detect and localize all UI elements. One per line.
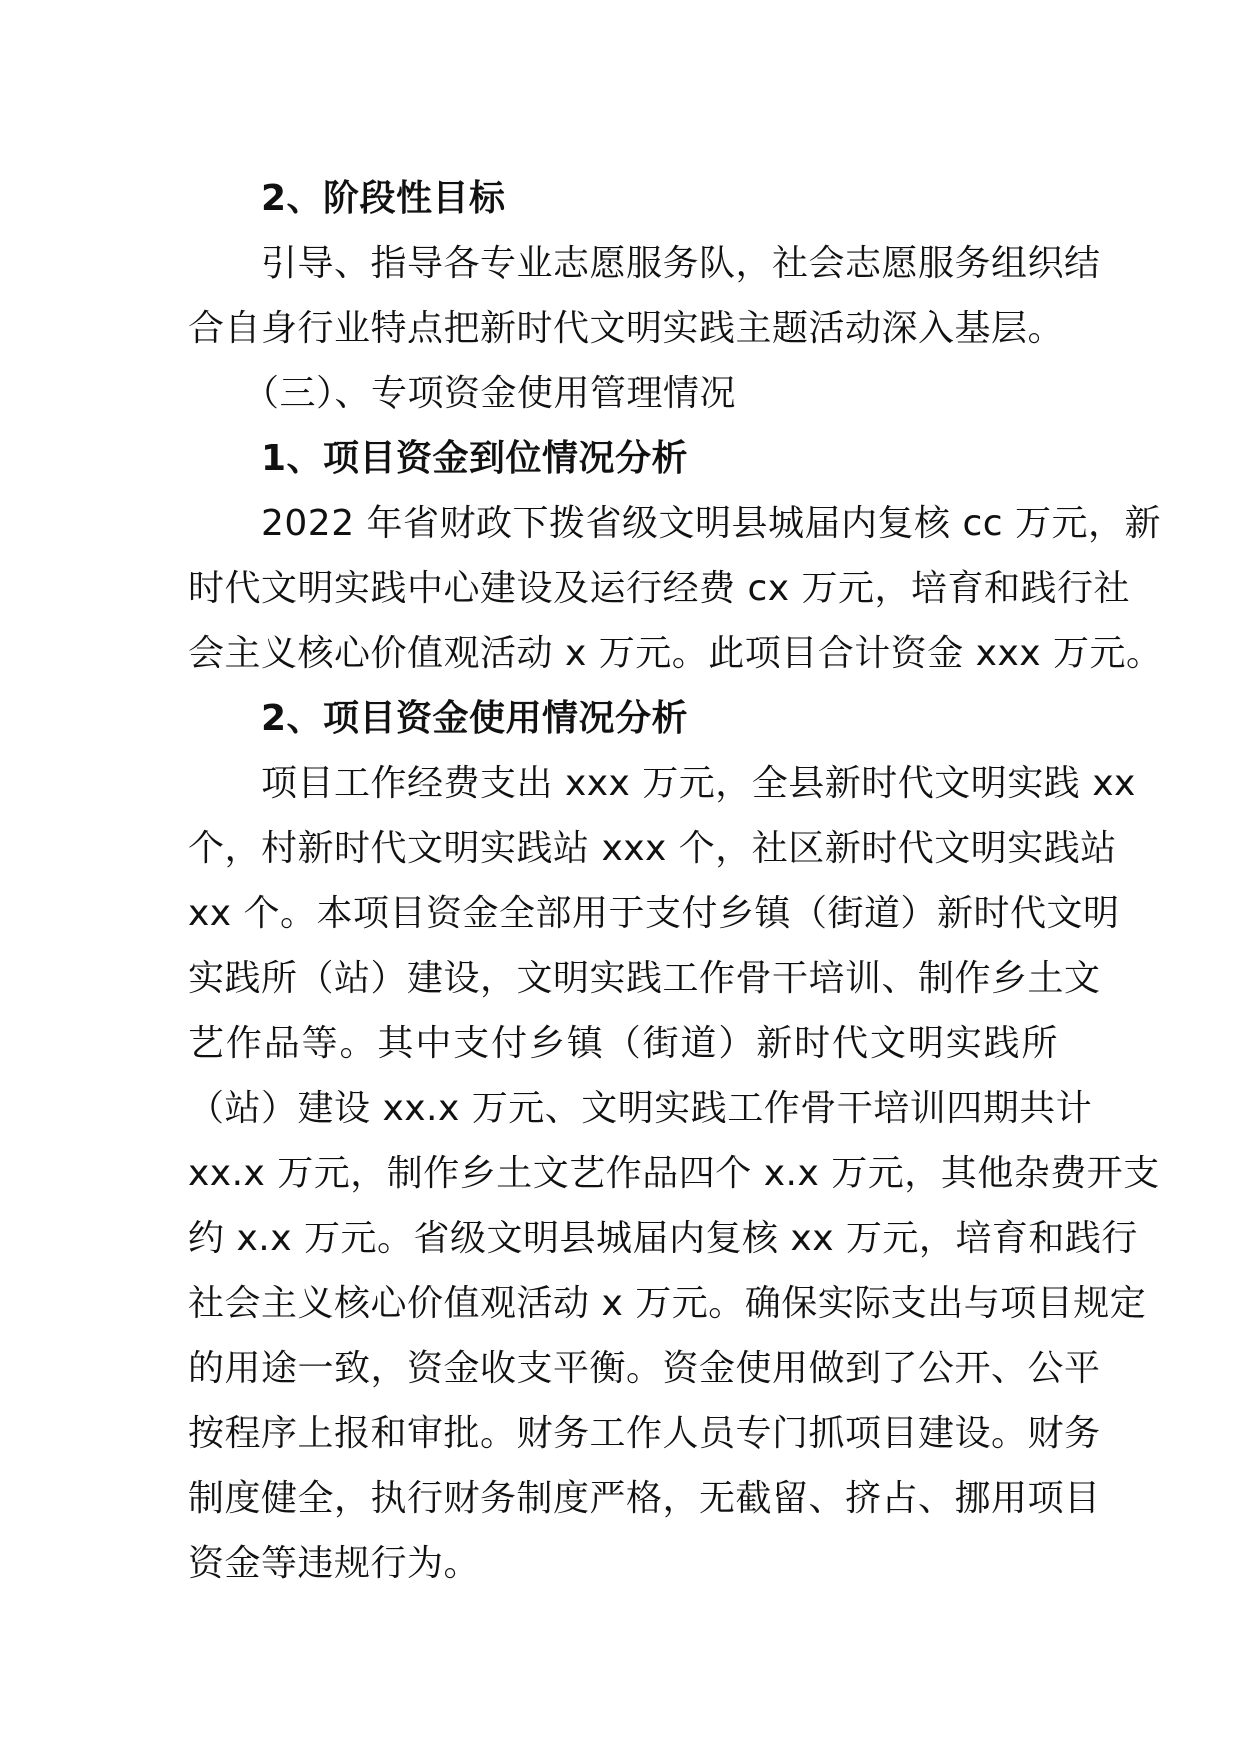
heading-funds-arrival: 1、项目资金到位情况分析 xyxy=(188,438,689,479)
heading-phase-goals: 2、阶段性目标 xyxy=(188,178,506,219)
paragraph-line: 按程序上报和审批。财务工作人员专门抓项目建设。财务 xyxy=(188,1413,1101,1454)
paragraph-line: 合自身行业特点把新时代文明实践主题活动深入基层。 xyxy=(188,308,1065,349)
paragraph-line: 时代文明实践中心建设及运行经费 cx 万元，培育和践行社 xyxy=(188,568,1130,609)
paragraph-line: 的用途一致，资金收支平衡。资金使用做到了公开、公平 xyxy=(188,1348,1101,1389)
paragraph-line: 实践所（站）建设，文明实践工作骨干培训、制作乡土文 xyxy=(188,958,1101,999)
paragraph-line: 艺作品等。其中支付乡镇（街道）新时代文明实践所 xyxy=(188,1023,1058,1064)
paragraph-line: 项目工作经费支出 xxx 万元，全县新时代文明实践 xx xyxy=(188,763,1136,804)
paragraph-line: 2022 年省财政下拨省级文明县城届内复核 cc 万元，新 xyxy=(188,503,1162,544)
paragraph-line: 约 x.x 万元。省级文明县城届内复核 xx 万元，培育和践行 xyxy=(188,1218,1138,1259)
paragraph-line: 个，村新时代文明实践站 xxx 个，社区新时代文明实践站 xyxy=(188,828,1117,869)
paragraph-line: 制度健全，执行财务制度严格，无截留、挤占、挪用项目 xyxy=(188,1478,1101,1519)
paragraph-line: 会主义核心价值观活动 x 万元。此项目合计资金 xxx 万元。 xyxy=(188,633,1163,674)
section-heading-funds-management: （三）、专项资金使用管理情况 xyxy=(188,373,737,414)
paragraph-line: 资金等违规行为。 xyxy=(188,1543,481,1584)
paragraph-line: 引导、指导各专业志愿服务队，社会志愿服务组织结 xyxy=(188,243,1101,284)
heading-funds-usage: 2、项目资金使用情况分析 xyxy=(188,698,689,739)
paragraph-line: xx 个。本项目资金全部用于支付乡镇（街道）新时代文明 xyxy=(188,893,1120,934)
paragraph-line: （站）建设 xx.x 万元、文明实践工作骨干培训四期共计 xyxy=(188,1088,1093,1129)
document-page xyxy=(188,166,1163,1596)
paragraph-line: 社会主义核心价值观活动 x 万元。确保实际支出与项目规定 xyxy=(188,1283,1147,1324)
paragraph-line: xx.x 万元，制作乡土文艺作品四个 x.x 万元，其他杂费开支 xyxy=(188,1153,1160,1194)
